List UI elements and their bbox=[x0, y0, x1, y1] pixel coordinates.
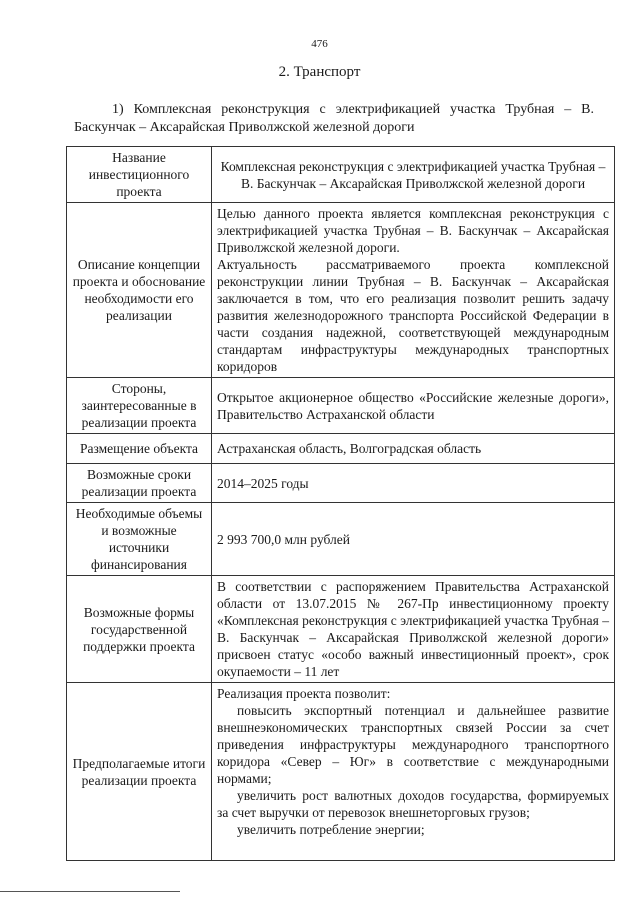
row-label-financing: Необходимые объемы и возможные источники финансирования bbox=[67, 503, 212, 576]
row-value-project-name: Комплексная реконструкция с электрификацией участка Трубная – В. Баскунчак – Аксарайская Приволжской железной дороги bbox=[212, 147, 615, 203]
concept-paragraph-goal: Целью данного проекта является комплексная реконструкция с электрификацией участка Трубная – В. Баскунчак – Аксарайская Приволжской железной дороги. bbox=[217, 206, 609, 255]
table-row bbox=[67, 203, 615, 378]
results-item-currency: увеличить рост валютных доходов государства, формируемых за счет выручки от перевозок внешнеторговых грузов; bbox=[217, 788, 609, 820]
results-item-export: повысить экспортный потенциал и дальнейшее развитие внешнеэкономических транспортных связей России за счет приведения инфраструктуры международного транспортного коридора «Север – Юг» в соответствие с международными нормами; bbox=[217, 703, 609, 786]
table-row bbox=[67, 464, 615, 503]
footer-rule bbox=[0, 891, 180, 892]
table-row bbox=[67, 434, 615, 464]
project-heading: 1) Комплексная реконструкция с электрификацией участка Трубная – В. Баскунчак – Аксарайская Приволжской железной дороги bbox=[74, 102, 594, 135]
row-label-state-support: Возможные формы государственной поддержки проекта bbox=[67, 576, 212, 683]
page-number: 476 bbox=[311, 38, 328, 50]
table-row bbox=[67, 147, 615, 203]
row-label-project-name: Название инвестиционного проекта bbox=[67, 147, 212, 203]
results-intro: Реализация проекта позволит: bbox=[217, 686, 391, 701]
row-label-expected-results: Предполагаемые итоги реализации проекта bbox=[67, 683, 212, 861]
row-value-location: Астраханская область, Волгоградская область bbox=[212, 434, 615, 464]
project-passport-table bbox=[66, 146, 615, 861]
table-row bbox=[67, 503, 615, 576]
section-title: 2. Транспорт bbox=[278, 64, 361, 80]
table-row bbox=[67, 576, 615, 683]
row-value-concept bbox=[212, 203, 615, 378]
results-item-energy: увеличить потребление энергии; bbox=[237, 822, 425, 837]
concept-paragraph-relevance: Актуальность рассматриваемого проекта комплексной реконструкции линии Трубная – В. Баскунчак – Аксарайская заключается в том, что его реализация позволит решить задачу развития железнодорожного транспорта Российской Федерации в части создания надежной, соответствующей международным стандартам инфраструктуры международных транспортных коридоров bbox=[217, 257, 609, 374]
row-label-location: Размещение объекта bbox=[67, 434, 212, 464]
row-value-financing: 2 993 700,0 млн рублей bbox=[212, 503, 615, 576]
row-value-stakeholders: Открытое акционерное общество «Российские железные дороги», Правительство Астраханской области bbox=[212, 378, 615, 434]
row-label-concept: Описание концепции проекта и обоснование необходимости его реализации bbox=[67, 203, 212, 378]
table-row bbox=[67, 683, 615, 861]
row-label-stakeholders: Стороны, заинтересованные в реализации проекта bbox=[67, 378, 212, 434]
table-row bbox=[67, 378, 615, 434]
row-value-timeline: 2014–2025 годы bbox=[212, 464, 615, 503]
row-label-timeline: Возможные сроки реализации проекта bbox=[67, 464, 212, 503]
row-value-state-support: В соответствии с распоряжением Правительства Астраханской области от 13.07.2015 № 267-Пр инвестиционному проекту «Комплексная реконструкция с электрификацией участка Трубная – В. Баскунчак – Аксарайская Приволжской железной дороги» присвоен статус «особо важный инвестиционный проект», срок окупаемости – 11 лет bbox=[212, 576, 615, 683]
row-value-expected-results bbox=[212, 683, 615, 861]
